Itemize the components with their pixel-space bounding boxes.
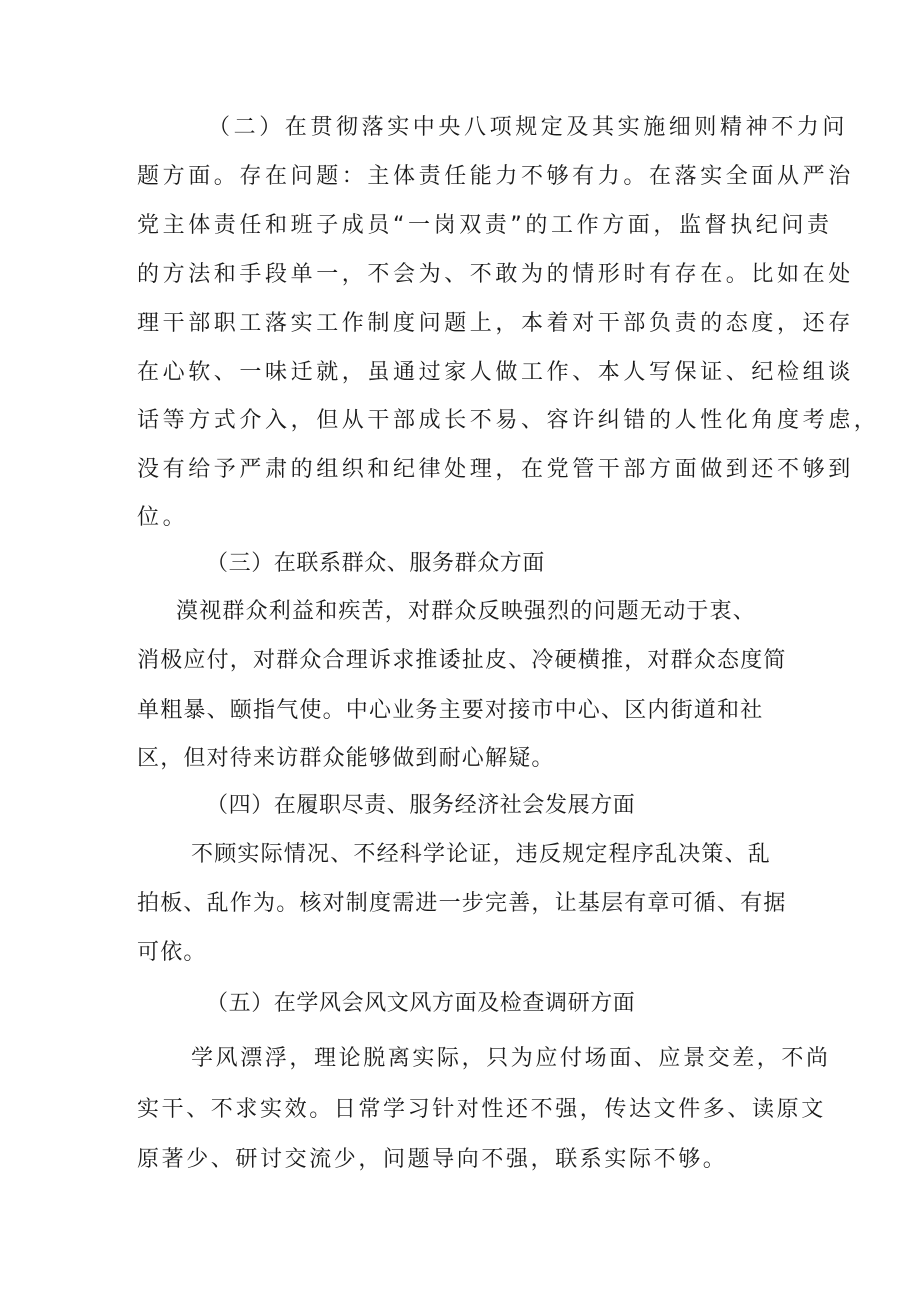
paragraph-line: 理干部职工落实工作制度问题上，本着对干部负责的态度，还存: [137, 311, 854, 336]
section-5-heading: （五）在学风会风文风方面及检查调研方面: [206, 991, 636, 1016]
section-3-heading: （三）在联系群众、服务群众方面: [206, 551, 546, 576]
paragraph-line: 拍板、乱作为。核对制度需进一步完善，让基层有章可循、有据: [137, 891, 787, 916]
paragraph-line: （二）在贯彻落实中央八项规定及其实施细则精神不力问: [208, 115, 849, 140]
paragraph-line: 消极应付，对群众合理诉求推诿扯皮、冷硬横推，对群众态度简: [137, 648, 787, 673]
paragraph-line: 区，但对待来访群众能够做到耐心解疑。: [137, 746, 555, 771]
paragraph-line: 学风漂浮，理论脱离实际，只为应付场面、应景交差，不尚: [191, 1046, 831, 1071]
paragraph-line: 不顾实际情况、不经科学论证，违反规定程序乱决策、乱: [191, 842, 772, 867]
paragraph-line: 的方法和手段单一，不会为、不敢为的情形时有存在。比如在处: [137, 262, 854, 287]
paragraph-line: 位。: [137, 505, 189, 530]
paragraph-line: 在心软、一味迁就，虽通过家人做工作、本人写保证、纪检组谈: [137, 360, 854, 385]
paragraph-line: 话等方式介入，但从干部成长不易、容许纠错的人性化角度考虑，: [137, 408, 880, 433]
paragraph-line: 题方面。存在问题：主体责任能力不够有力。在落实全面从严治: [137, 164, 854, 189]
paragraph-line: 党主体责任和班子成员“一岗双责”的工作方面，监督执纪问责: [137, 213, 833, 238]
section-4-heading: （四）在履职尽责、服务经济社会发展方面: [206, 793, 636, 818]
paragraph-line: 漠视群众利益和疾苦，对群众反映强烈的问题无动于衷、: [176, 599, 757, 624]
paragraph-line: 原著少、研讨交流少，问题导向不强，联系实际不够。: [137, 1147, 728, 1172]
paragraph-line: 没有给予严肃的组织和纪律处理，在党管干部方面做到还不够到: [137, 457, 854, 482]
paragraph-line: 单粗暴、颐指气使。中心业务主要对接市中心、区内街道和社: [137, 698, 764, 723]
paragraph-line: 可依。: [137, 940, 207, 965]
paragraph-line: 实干、不求实效。日常学习针对性还不强，传达文件多、读原文: [137, 1097, 826, 1122]
